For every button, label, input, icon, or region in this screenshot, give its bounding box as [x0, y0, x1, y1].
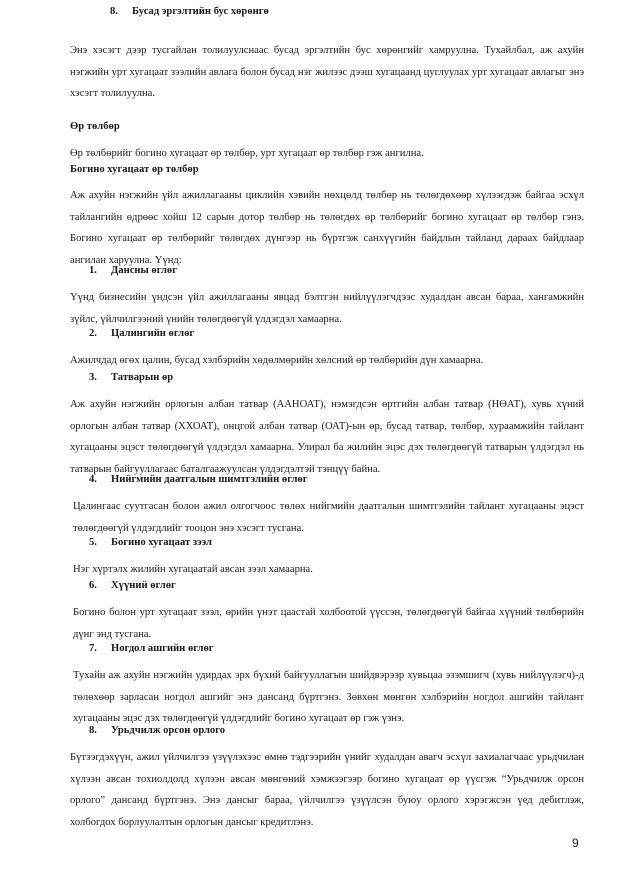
section-heading: Өр төлбөр: [70, 121, 120, 132]
subsection-title: Нийгмийн даатгалын шимтгэлийн өглөг: [111, 474, 308, 485]
paragraph: Энэ хэсэгт дээр тусгайлан толилуулснаас бусад эргэлтийн бус хөрөнгийг хамруулна. Тухайлбал, аж ахуйн нэгжийн урт хугацаат зээлийн авлага болон бусад нэг жилээс дээш хугацаанд цуглуулах урт хугацаат авлагыг энэ хэсэгт толилуулна.: [70, 45, 584, 99]
paragraph: Нэг хүртэлх жилийн хугацаатай авсан зээл хамаарна.: [73, 564, 313, 575]
subsection-number: 3.: [89, 372, 97, 383]
subsection-number: 7.: [89, 643, 97, 654]
paragraph: Тухайн аж ахуйн нэгжийн удирдах эрх бүхий байгууллагын шийдвэрээр хувьцаа эзэмшигч (хувь нийлүүлэгч)-д төлөхөөр зарласан ногдол ашгийг энэ дансанд бүртгэнэ. Зөвхөн мөнгөн хэлбэрийн ногдол ашгийн тайлант хугацааны эцэс дэх төлөгдөөгүй үлдэгдлийг богино хугацаат өр гэж үзнэ.: [73, 670, 584, 724]
paragraph: Цалингаас суутгасан болон ажил олгогчоос төлөх нийгмийн даатгалын шимтгэлийн тайлант хугацааны эцэст төлөгдөөгүй үлдэгдлийг тооцон энэ хэсэгт тусгана.: [73, 501, 584, 534]
paragraph: Богино болон урт хугацаат зээл, өрийн үнэт цаастай холбоотой үүссэн, төлөгдөөгүй байгаа хүүний төлбөрийн дүнг энд тусгана.: [73, 607, 584, 640]
subsection-heading: [89, 328, 194, 339]
subsection-title: Дансны өглөг: [111, 265, 178, 276]
paragraph: Бүтээгдэхүүн, ажил үйлчилгээ үзүүлэхээс өмнө тэдгээрийн үнийг худалдан авагч эсхүл захиалагчаас урьдчилан хүлээн авсан тохиолдолд хүлээн авсан мөнгөний хэмжээгээр богино хугацаат өр үүсгэж “Урьдчилж орсон орлого” дансанд бүртгэнэ. Энэ дансыг бараа, үйлчилгээ үзүүлсэн буюу орлого хэрэгжсэн үед дебитлэж, холбогдох борлуулалтын орлогын дансыг кредитлэнэ.: [70, 752, 584, 828]
subsection-title: Богино хугацаат зээл: [111, 537, 213, 548]
subsection-number: 1.: [89, 265, 97, 276]
section-heading: Богино хугацаат өр төлбөр: [70, 164, 199, 175]
subsection-heading: [89, 643, 214, 654]
subsection-title: Ногдол ашгийн өглөг: [111, 643, 214, 654]
section-number: 8.: [110, 6, 118, 17]
subsection-number: 2.: [89, 328, 97, 339]
subsection-title: Цалингийн өглөг: [111, 328, 195, 339]
subsection-heading: [89, 372, 173, 383]
subsection-heading: [89, 580, 176, 591]
subsection-heading: [89, 265, 177, 276]
page-number: 9: [572, 836, 579, 850]
paragraph: Аж ахуйн нэгжийн үйл ажиллагааны циклийн хэвийн нөхцөлд төлбөр нь төлөгдөхөөр хүлээгдэж байгаа эсхүл тайлангийн өдрөөс хойш 12 сарын дотор төлбөр нь төлөгдөх өр төлбөрийг богино хугацаат өр төлбөр гэнэ. Богино хугацаат өр төлбөрийг төлөгдөх дүнгээр нь бүртгэж санхүүгийн байдлын тайланд дараах байдлаар ангилан харуулна. Үүнд:: [70, 190, 584, 266]
subsection-title: Урьдчилж орсон орлого: [111, 725, 226, 736]
paragraph: Өр төлбөрийг богино хугацаат өр төлбөр, урт хугацаат өр төлбөр гэж ангилна.: [70, 148, 424, 159]
subsection-number: 8.: [89, 725, 97, 736]
subsection-number: 6.: [89, 580, 97, 591]
subsection-number: 4.: [89, 474, 97, 485]
subsection-title: Хүүний өглөг: [111, 580, 176, 591]
section-title: Бусад эргэлтийн бус хөрөнгө: [132, 6, 269, 17]
subsection-heading: [89, 725, 225, 736]
subsection-heading: [89, 537, 212, 548]
subsection-heading: [89, 474, 308, 485]
subsection-number: 5.: [89, 537, 97, 548]
section-heading: [110, 6, 269, 17]
subsection-title: Татварын өр: [111, 372, 174, 383]
paragraph: Үүнд бизнесийн үндсэн үйл ажиллагааны явцад бэлтгэн нийлүүлэгчдээс худалдан авсан бараа, хангамжийн зүйлс, үйлчилгээний үнийн төлөгдөөгүй үлдэгдэл хамаарна.: [70, 292, 584, 325]
paragraph: Ажилчдад өгөх цалин, бусад хэлбэрийн хөдөлмөрийн хөлсний өр төлбөрийн дүн хамаарна.: [70, 355, 484, 366]
paragraph: Аж ахуйн нэгжийн орлогын албан татвар (ААНОАТ), нэмэгдсэн өртгийн албан татвар (НӨАТ), хувь хүний орлогын албан татвар (ХХОАТ), онцгой албан татвар (ОАТ)-ын өр, бусад татвар, төлбөр, хураамжийн тайлант хугацааны эцэст төлөгдөөгүй үлдэгдэл хамаарна. Улирал ба жилийн эцэс дэх төлөгдөөгүй татварын үлдэгдэл нь татварын байгууллагаас баталгаажуулсан үлдэгдэлтэй тэнцүү байна.: [70, 399, 584, 475]
